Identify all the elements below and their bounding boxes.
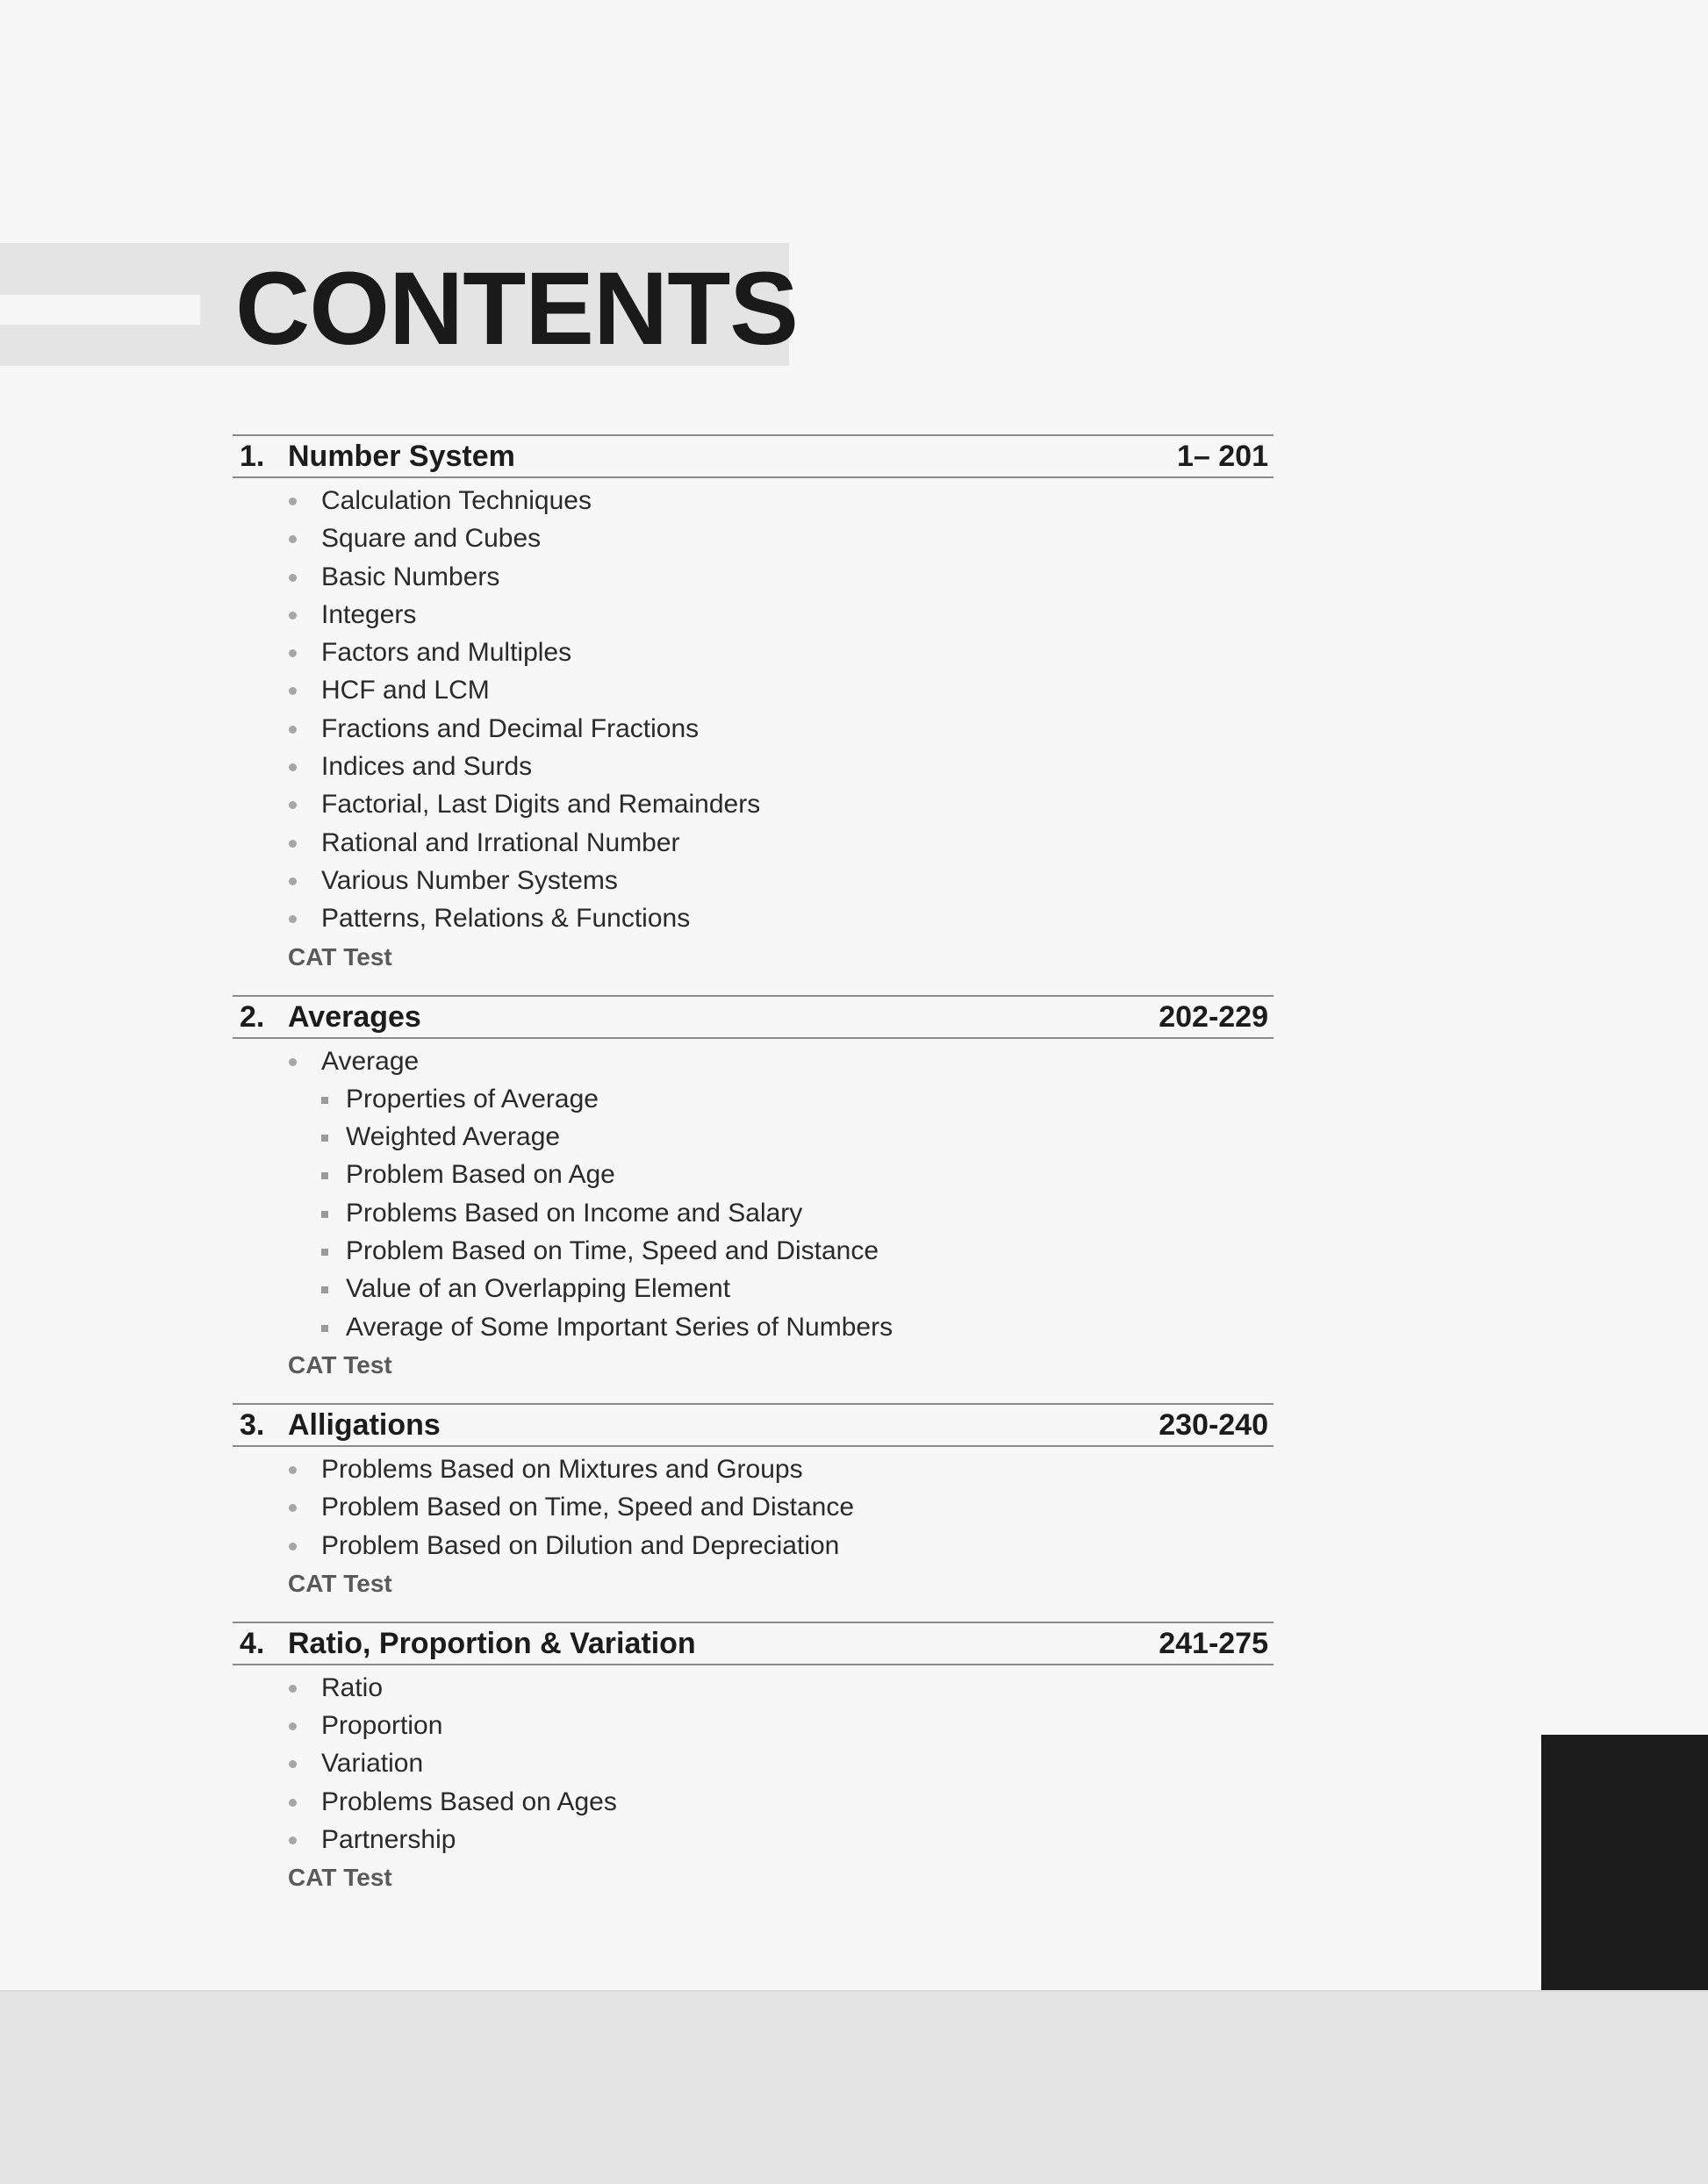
- cat-test-link[interactable]: CAT Test: [288, 1350, 392, 1378]
- page-edge-tab: [1541, 1735, 1708, 1990]
- round-bullet-icon: [289, 1760, 297, 1768]
- topic-list: [233, 482, 1274, 938]
- subtopic-item[interactable]: [233, 1118, 1274, 1156]
- footer-band: [0, 1990, 1708, 2184]
- topic-item[interactable]: [233, 824, 1274, 862]
- chapter-heading[interactable]: [233, 1622, 1274, 1665]
- round-bullet-icon: [289, 915, 297, 923]
- table-of-contents: [233, 434, 1274, 1896]
- topic-label: Average: [321, 1046, 420, 1076]
- round-bullet-icon: [289, 1058, 297, 1066]
- square-bullet-icon: [321, 1286, 328, 1293]
- chapter-heading[interactable]: [233, 995, 1274, 1039]
- topic-label: Ratio: [321, 1672, 384, 1702]
- title-accent-bar: [0, 295, 200, 325]
- topic-item[interactable]: [233, 899, 1274, 937]
- topic-item[interactable]: [233, 1042, 1274, 1080]
- round-bullet-icon: [289, 1543, 297, 1550]
- chapter-number: 3.: [240, 1407, 265, 1442]
- topic-item[interactable]: [233, 1488, 1274, 1526]
- topic-item[interactable]: [233, 748, 1274, 785]
- chapter-page-range: 1– 201: [1177, 440, 1268, 473]
- chapter-heading[interactable]: [233, 1403, 1274, 1447]
- topic-item[interactable]: [233, 519, 1274, 557]
- topic-list: [233, 1669, 1274, 1858]
- topic-label: Problems Based on Income and Salary: [346, 1198, 803, 1228]
- topic-label: Integers: [321, 599, 417, 629]
- round-bullet-icon: [289, 1466, 297, 1474]
- round-bullet-icon: [289, 1837, 297, 1844]
- topic-label: Fractions and Decimal Fractions: [321, 713, 700, 743]
- topic-item[interactable]: [233, 1744, 1274, 1782]
- topic-label: Value of an Overlapping Element: [346, 1274, 731, 1304]
- page-title: CONTENTS: [235, 251, 798, 367]
- round-bullet-icon: [289, 1722, 297, 1730]
- topic-item[interactable]: [233, 482, 1274, 519]
- topic-label: Square and Cubes: [321, 524, 542, 554]
- topic-label: Problem Based on Time, Speed and Distance: [321, 1493, 855, 1522]
- topic-label: Factorial, Last Digits and Remainders: [321, 790, 761, 820]
- topic-label: Factors and Multiples: [321, 638, 572, 668]
- round-bullet-icon: [289, 1504, 297, 1512]
- topic-label: Variation: [321, 1749, 424, 1779]
- topic-item[interactable]: [233, 862, 1274, 899]
- chapter-4: [233, 1622, 1274, 1896]
- topic-label: Rational and Irrational Number: [321, 827, 680, 857]
- topic-label: Patterns, Relations & Functions: [321, 904, 691, 934]
- topic-item[interactable]: [233, 671, 1274, 709]
- chapter-page-range: 230-240: [1159, 1407, 1268, 1442]
- chapter-number: 1.: [240, 440, 265, 473]
- topic-label: HCF and LCM: [321, 676, 490, 705]
- topic-label: Average of Some Important Series of Numbers: [346, 1312, 893, 1342]
- round-bullet-icon: [289, 877, 297, 885]
- chapter-heading[interactable]: [233, 434, 1274, 478]
- subtopic-item[interactable]: [233, 1270, 1274, 1307]
- topic-label: Problem Based on Age: [346, 1160, 615, 1190]
- square-bullet-icon: [321, 1172, 328, 1179]
- topic-label: Proportion: [321, 1711, 443, 1741]
- topic-item[interactable]: [233, 1821, 1274, 1858]
- chapter-title: Ratio, Proportion & Variation: [288, 1626, 696, 1660]
- round-bullet-icon: [289, 687, 297, 695]
- topic-list: [233, 1042, 1274, 1346]
- topic-item[interactable]: [233, 1669, 1274, 1707]
- round-bullet-icon: [289, 1685, 297, 1693]
- square-bullet-icon: [321, 1211, 328, 1218]
- cat-test-link[interactable]: CAT Test: [288, 1864, 392, 1892]
- round-bullet-icon: [289, 726, 297, 734]
- subtopic-item[interactable]: [233, 1232, 1274, 1270]
- topic-item[interactable]: [233, 596, 1274, 634]
- subtopic-item[interactable]: [233, 1308, 1274, 1346]
- topic-item[interactable]: [233, 1707, 1274, 1744]
- cat-test-link[interactable]: CAT Test: [288, 1569, 392, 1597]
- topic-label: Weighted Average: [346, 1122, 561, 1152]
- cat-test-link[interactable]: CAT Test: [288, 942, 392, 970]
- topic-label: Basic Numbers: [321, 562, 500, 591]
- topic-item[interactable]: [233, 710, 1274, 748]
- topic-label: Problem Based on Time, Speed and Distance: [346, 1236, 879, 1266]
- chapter-2: [233, 995, 1274, 1384]
- topic-item[interactable]: [233, 1783, 1274, 1821]
- round-bullet-icon: [289, 801, 297, 809]
- chapter-title: Number System: [288, 440, 515, 473]
- topic-label: Properties of Average: [346, 1084, 599, 1113]
- topic-label: Problems Based on Ages: [321, 1787, 617, 1816]
- round-bullet-icon: [289, 612, 297, 619]
- topic-label: Various Number Systems: [321, 865, 618, 895]
- chapter-title: Averages: [288, 999, 421, 1034]
- subtopic-item[interactable]: [233, 1194, 1274, 1232]
- chapter-number: 2.: [240, 999, 265, 1034]
- square-bullet-icon: [321, 1249, 328, 1256]
- subtopic-item[interactable]: [233, 1156, 1274, 1193]
- chapter-3: [233, 1403, 1274, 1602]
- topic-label: Calculation Techniques: [321, 486, 592, 515]
- round-bullet-icon: [289, 535, 297, 543]
- topic-list: [233, 1450, 1274, 1565]
- round-bullet-icon: [289, 649, 297, 657]
- topic-item[interactable]: [233, 634, 1274, 671]
- square-bullet-icon: [321, 1097, 328, 1104]
- topic-label: Problem Based on Dilution and Depreciation: [321, 1530, 840, 1560]
- chapter-1: [233, 434, 1274, 976]
- topic-item[interactable]: [233, 558, 1274, 596]
- topic-label: Indices and Surds: [321, 752, 533, 782]
- round-bullet-icon: [289, 763, 297, 771]
- chapter-page-range: 241-275: [1159, 1626, 1268, 1660]
- topic-item[interactable]: [233, 1450, 1274, 1488]
- topic-label: Partnership: [321, 1825, 456, 1855]
- subtopic-item[interactable]: [233, 1080, 1274, 1118]
- round-bullet-icon: [289, 574, 297, 582]
- square-bullet-icon: [321, 1325, 328, 1332]
- round-bullet-icon: [289, 840, 297, 848]
- round-bullet-icon: [289, 1799, 297, 1807]
- topic-item[interactable]: [233, 1527, 1274, 1565]
- square-bullet-icon: [321, 1135, 328, 1142]
- chapter-number: 4.: [240, 1626, 265, 1660]
- chapter-page-range: 202-229: [1159, 999, 1268, 1034]
- topic-label: Problems Based on Mixtures and Groups: [321, 1454, 803, 1484]
- topic-item[interactable]: [233, 785, 1274, 823]
- chapter-title: Alligations: [288, 1407, 441, 1442]
- round-bullet-icon: [289, 498, 297, 505]
